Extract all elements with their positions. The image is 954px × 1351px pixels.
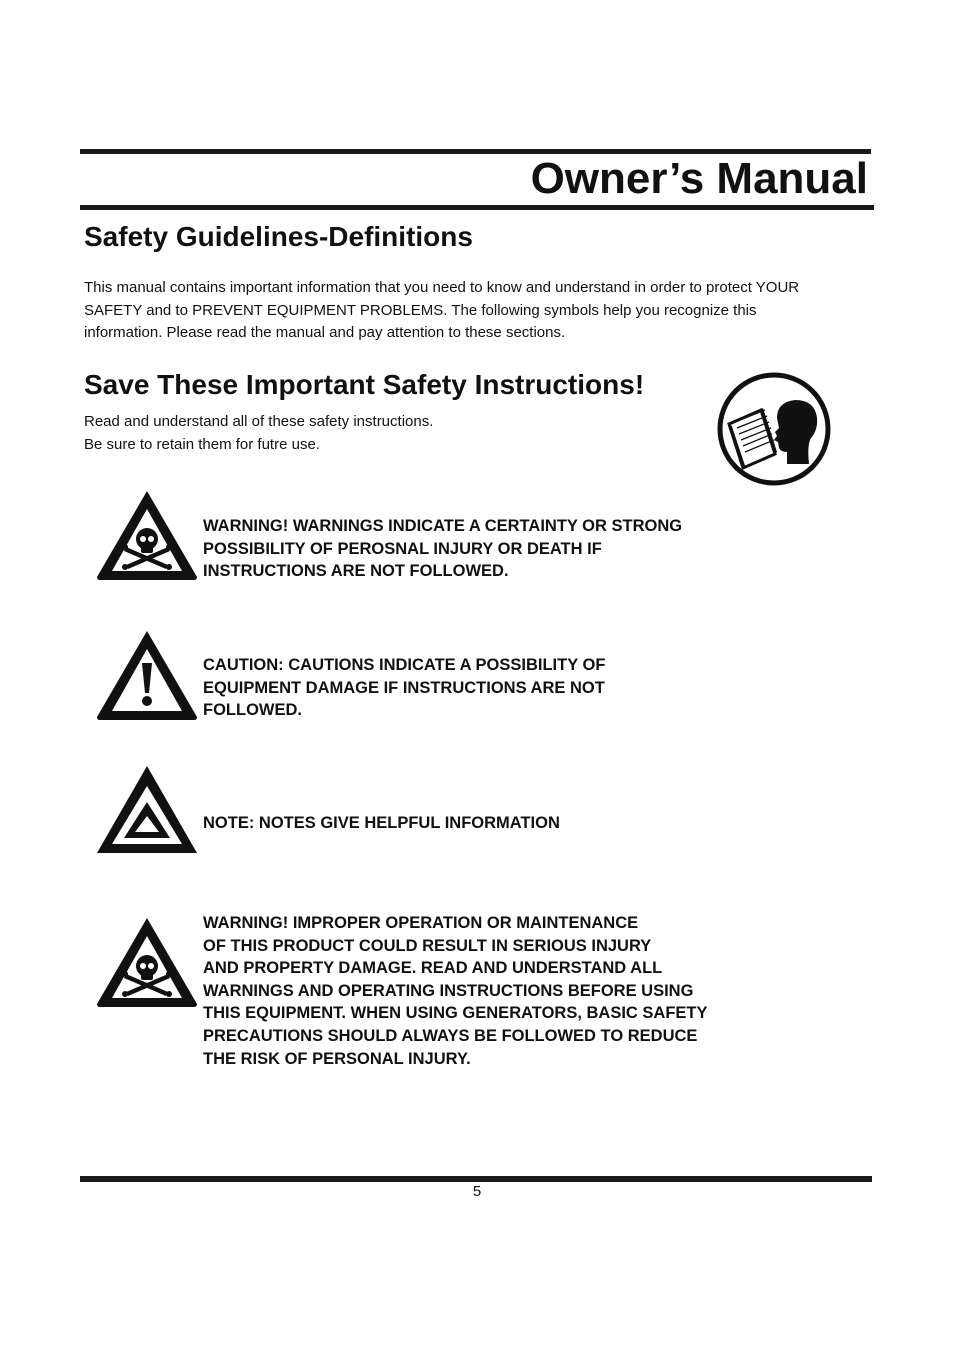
notice-line: WARNINGS AND OPERATING INSTRUCTIONS BEFORE USING	[203, 981, 694, 1000]
notice-line: OF THIS PRODUCT COULD RESULT IN SERIOUS INJURY	[203, 936, 652, 955]
notice-line: THE RISK OF PERSONAL INJURY.	[203, 1049, 471, 1068]
notice-line: WARNING! IMPROPER OPERATION OR MAINTENANCE	[203, 914, 639, 932]
notice-line: THIS EQUIPMENT. WHEN USING GENERATORS, BASIC SAFETY	[203, 1004, 708, 1023]
caution-notice	[203, 654, 763, 722]
save-instructions-heading: Save These Important Safety Instructions!	[84, 369, 645, 400]
page-title: Owner’s Manual	[530, 154, 868, 203]
save-line: Read and understand all of these safety instructions.	[84, 413, 434, 430]
skull-crossbones-warning-icon	[96, 916, 198, 1008]
note-notice	[203, 812, 763, 835]
definitions-heading: Safety Guidelines-Definitions	[84, 221, 473, 252]
notice-line: PRECAUTIONS SHOULD ALWAYS BE FOLLOWED TO REDUCE	[203, 1026, 698, 1045]
definitions-intro	[84, 277, 864, 345]
notice-line: FOLLOWED.	[203, 701, 302, 720]
notice-line: AND PROPERTY DAMAGE. READ AND UNDERSTAND ALL	[203, 959, 663, 978]
notice-line: NOTE: NOTES GIVE HELPFUL INFORMATION	[203, 814, 560, 832]
save-line: Be sure to retain them for futre use.	[84, 435, 320, 453]
page-number: 5	[472, 1183, 482, 1200]
operation-warning-notice	[203, 912, 763, 1070]
person-reading-manual-icon	[717, 372, 831, 486]
footer-rule	[80, 1176, 872, 1182]
warning-notice	[203, 515, 763, 583]
notice-line: INSTRUCTIONS ARE NOT FOLLOWED.	[203, 562, 509, 581]
notice-line: EQUIPMENT DAMAGE IF INSTRUCTIONS ARE NOT	[203, 678, 605, 697]
skull-crossbones-warning-icon	[96, 489, 198, 581]
header-bottom-rule	[80, 205, 874, 210]
notice-line: POSSIBILITY OF PEROSNAL INJURY OR DEATH IF	[203, 539, 602, 558]
intro-line: SAFETY and to PREVENT EQUIPMENT PROBLEMS. The following symbols help you recognize this	[84, 301, 757, 319]
exclamation-caution-icon	[96, 629, 198, 721]
nested-triangle-note-icon	[96, 764, 198, 856]
notice-line: CAUTION: CAUTIONS INDICATE A POSSIBILITY OF	[203, 656, 606, 674]
intro-line: This manual contains important information that you need to know and understand in order to protect YOUR	[84, 279, 800, 296]
notice-line: WARNING! WARNINGS INDICATE A CERTAINTY OR STRONG	[203, 517, 683, 535]
intro-line: information. Please read the manual and pay attention to these sections.	[84, 324, 566, 342]
